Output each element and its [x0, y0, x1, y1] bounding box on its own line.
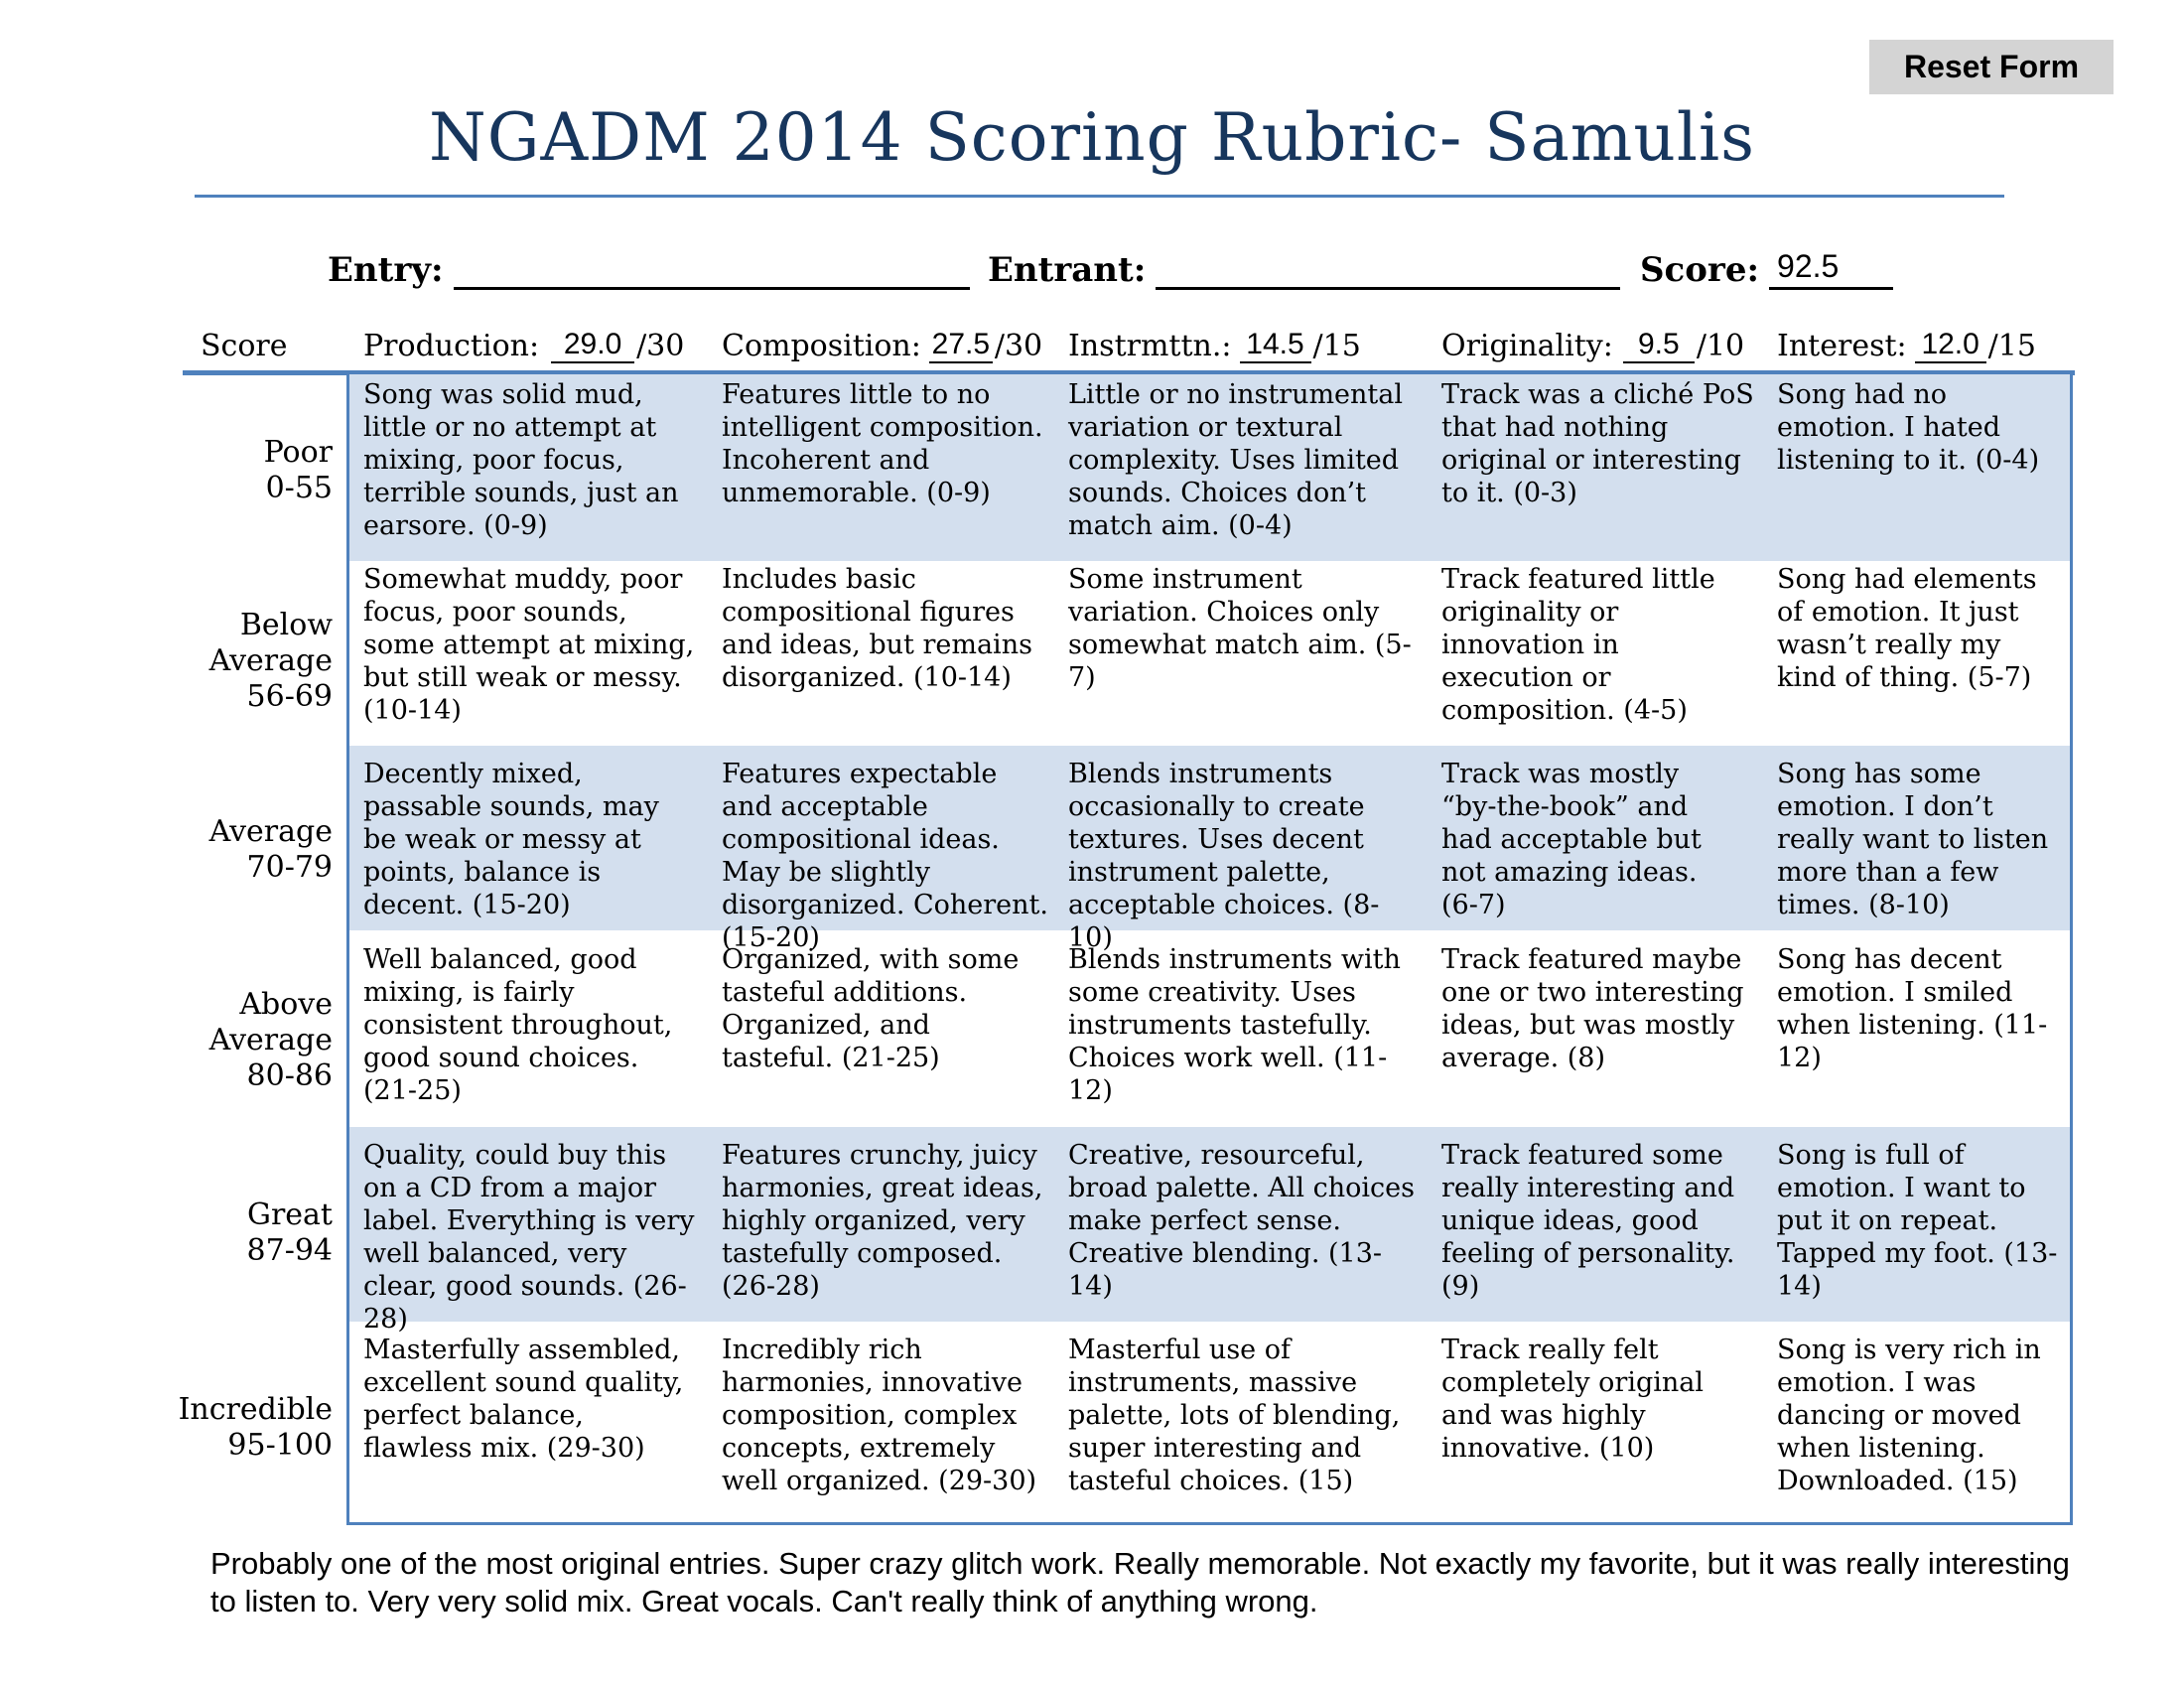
production-score-input[interactable]	[551, 328, 634, 363]
entrant-input[interactable]	[1156, 249, 1620, 290]
entrant-label: Entrant:	[988, 250, 1147, 290]
cell-above-average-composition: Organized, with some tasteful additions. Organized, and tasteful. (21-25)	[722, 944, 1020, 1073]
cell-average-originality: Track was mostly “by-the-book” and had acceptable but not amazing ideas. (6-7)	[1441, 759, 1702, 920]
composition-score-input[interactable]	[929, 328, 993, 363]
cell-below-average-composition: Includes basic compositional figures and ideas, but remains disorganized. (10-14)	[722, 564, 1032, 693]
cell-poor-originality: Track was a cliché PoS that had nothing original or interesting to it. (0-3)	[1441, 379, 1754, 508]
row-label-text: Great	[246, 1197, 333, 1232]
interest-score-input[interactable]	[1915, 328, 1986, 363]
entry-label: Entry:	[328, 250, 444, 290]
row-label-text: Average	[208, 643, 333, 678]
cell-great-composition: Features crunchy, juicy harmonies, great ideas, highly organized, very tastefully composed. (26-28)	[722, 1140, 1043, 1302]
originality-max: /10	[1696, 329, 1745, 363]
title-divider	[195, 195, 2004, 198]
cell-incredible-originality: Track really felt completely original and was highly innovative. (10)	[1441, 1335, 1705, 1464]
production-column-header	[363, 320, 684, 363]
row-label-poor	[159, 435, 333, 506]
row-label-great	[159, 1197, 333, 1269]
row-label-text: Above	[239, 987, 333, 1022]
row-label-above-average	[159, 987, 333, 1094]
row-label-text: Incredible	[178, 1392, 333, 1427]
score-column-header: Score	[201, 329, 288, 363]
instrumentation-column-header	[1068, 320, 1361, 363]
reset-form-button[interactable]: Reset Form	[1869, 40, 2114, 94]
instrumentation-max: /15	[1312, 329, 1361, 363]
cell-below-average-instrumentation: Some instrument variation. Choices only somewhat match aim. (5-7)	[1068, 564, 1412, 693]
entry-input[interactable]	[454, 249, 970, 290]
cell-poor-production: Song was solid mud, little or no attempt at mixing, poor focus, terrible sounds, just an earsore. (0-9)	[363, 379, 679, 541]
originality-score-value: 9.5	[1637, 328, 1680, 360]
row-label-incredible	[159, 1392, 333, 1464]
score-field-group	[1640, 240, 1893, 290]
cell-poor-interest: Song had no emotion. I hated listening to it. (0-4)	[1777, 379, 2040, 476]
cell-below-average-production: Somewhat muddy, poor focus, poor sounds, some attempt at mixing, but still weak or messy. (10-14)	[363, 564, 695, 726]
cell-poor-composition: Features little to no intelligent composition. Incoherent and unmemorable. (0-9)	[722, 379, 1043, 508]
cell-great-production: Quality, could buy this on a CD from a major label. Everything is very well balanced, very clear, good sounds. (26-28)	[363, 1140, 695, 1335]
cell-great-interest: Song is full of emotion. I want to put it on repeat. Tapped my foot. (13-14)	[1777, 1140, 2058, 1302]
originality-column-header	[1441, 320, 1744, 363]
row-label-below-average	[159, 608, 333, 715]
cell-average-instrumentation: Blends instruments occasionally to create textures. Uses decent instrument palette, acceptable choices. (8-10)	[1068, 759, 1380, 953]
interest-max: /15	[1987, 329, 2036, 363]
instrumentation-score-value: 14.5	[1246, 328, 1304, 360]
row-label-average	[159, 814, 333, 886]
row-label-text: Poor	[263, 435, 333, 470]
cell-below-average-interest: Song had elements of emotion. It just wasn’t really my kind of thing. (5-7)	[1777, 564, 2037, 693]
cell-above-average-interest: Song has decent emotion. I smiled when listening. (11-12)	[1777, 944, 2048, 1073]
originality-label: Originality:	[1441, 329, 1613, 363]
row-label-text: Average	[208, 1023, 333, 1057]
row-label-range: 80-86	[246, 1058, 333, 1093]
row-label-range: 87-94	[246, 1233, 333, 1268]
interest-score-value: 12.0	[1921, 328, 1979, 360]
comments-text[interactable]: Probably one of the most original entries. Super crazy glitch work. Really memorable. Not exactly my favorite, but it was really interesting to listen to. Very very solid mix. Great vocals. Can't really think of anything wrong.	[210, 1546, 2070, 1618]
cell-above-average-instrumentation: Blends instruments with some creativity. Uses instruments tastefully. Choices work well. (11-12)	[1068, 944, 1401, 1106]
production-score-value: 29.0	[563, 328, 622, 360]
cell-average-production: Decently mixed, passable sounds, may be weak or messy at points, balance is decent. (15-20)	[363, 759, 659, 920]
cell-great-instrumentation: Creative, resourceful, broad palette. All choices make perfect sense. Creative blending. (13-14)	[1068, 1140, 1415, 1302]
cell-average-composition: Features expectable and acceptable compositional ideas. May be slightly disorganized. Coherent. (15-20)	[722, 759, 1048, 953]
production-label: Production:	[363, 329, 540, 363]
row-label-text: Average	[208, 814, 333, 849]
interest-column-header	[1777, 320, 2036, 363]
instrumentation-label: Instrmttn.:	[1068, 329, 1232, 363]
score-label: Score:	[1640, 250, 1760, 290]
cell-above-average-production: Well balanced, good mixing, is fairly consistent throughout, good sound choices. (21-25)	[363, 944, 673, 1106]
score-value: 92.5	[1777, 248, 1840, 284]
cell-great-originality: Track featured some really interesting and unique ideas, good feeling of personality. (9)	[1441, 1140, 1735, 1302]
interest-label: Interest:	[1777, 329, 1907, 363]
production-max: /30	[636, 329, 685, 363]
composition-label: Composition:	[722, 329, 921, 363]
row-label-range: 95-100	[227, 1428, 333, 1463]
cell-incredible-instrumentation: Masterful use of instruments, massive palette, lots of blending, super interesting and tasteful choices. (15)	[1068, 1335, 1401, 1496]
composition-score-value: 27.5	[931, 328, 991, 360]
cell-incredible-interest: Song is very rich in emotion. I was dancing or moved when listening. Downloaded. (15)	[1777, 1335, 2041, 1496]
composition-max: /30	[994, 329, 1043, 363]
page-title: NGADM 2014 Scoring Rubric- Samulis	[429, 99, 1755, 176]
cell-below-average-originality: Track featured little originality or innovation in execution or composition. (4-5)	[1441, 564, 1715, 726]
score-input[interactable]	[1769, 249, 1893, 290]
instrumentation-score-input[interactable]	[1240, 328, 1311, 363]
cell-above-average-originality: Track featured maybe one or two interesting ideas, but was mostly average. (8)	[1441, 944, 1744, 1073]
row-label-range: 0-55	[265, 471, 333, 505]
row-label-range: 70-79	[246, 850, 333, 885]
row-label-text: Below	[239, 608, 333, 642]
cell-average-interest: Song has some emotion. I don’t really want to listen more than a few times. (8-10)	[1777, 759, 2049, 920]
cell-incredible-production: Masterfully assembled, excellent sound quality, perfect balance, flawless mix. (29-30)	[363, 1335, 684, 1464]
cell-incredible-composition: Incredibly rich harmonies, innovative composition, complex concepts, extremely well organized. (29-30)	[722, 1335, 1037, 1496]
entrant-field-group	[988, 240, 1620, 290]
entry-field-group	[328, 240, 970, 290]
originality-score-input[interactable]	[1623, 328, 1695, 363]
cell-poor-instrumentation: Little or no instrumental variation or textural complexity. Uses limited sounds. Choices don’t match aim. (0-4)	[1068, 379, 1404, 541]
row-label-range: 56-69	[246, 679, 333, 714]
composition-column-header	[722, 320, 1042, 363]
